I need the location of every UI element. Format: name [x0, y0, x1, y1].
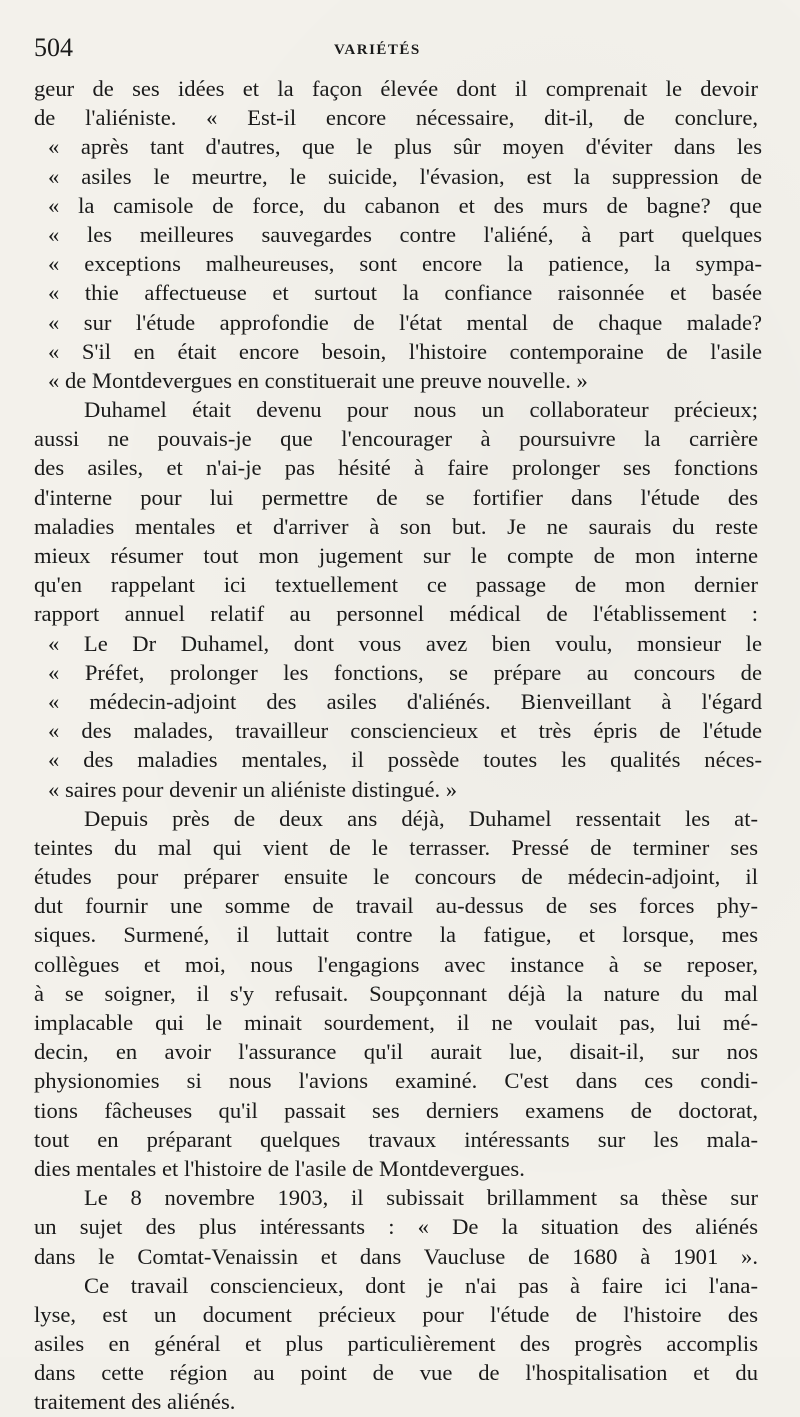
text-line: aussi ne pouvais-je que l'encourager à poursuivre la carrière: [34, 426, 758, 452]
text-line: dans le Comtat-Venaissin et dans Vaucluse de 1680 à 1901 ».: [34, 1243, 758, 1269]
text-line: « les meilleures sauvegardes contre l'aliéné, à part quelques: [48, 221, 762, 247]
text-line: « des maladies mentales, il possède toutes les qualités néces-: [48, 747, 762, 773]
text-line: « médecin-adjoint des asiles d'aliénés. Bienveillant à l'égard: [48, 688, 762, 714]
body-text: [34, 74, 762, 1417]
text-line: « la camisole de force, du cabanon et des murs de bagne? que: [48, 192, 762, 218]
text-line: traitement des aliénés.: [34, 1389, 236, 1415]
text-line: « après tant d'autres, que le plus sûr moyen d'éviter dans les: [48, 134, 762, 160]
text-line: collègues et moi, nous l'engagions avec instance à se reposer,: [34, 951, 758, 977]
text-line: mieux résumer tout mon jugement sur le compte de mon interne: [34, 543, 758, 568]
paragraph-start-line: Le 8 novembre 1903, il subissait brillamment sa thèse sur: [84, 1185, 758, 1211]
text-line: asiles en général et plus particulièrement des progrès accomplis: [34, 1331, 758, 1357]
text-line: « Le Dr Duhamel, dont vous avez bien voulu, monsieur le: [48, 630, 762, 656]
text-line: decin, en avoir l'assurance qu'il aurait lue, disait-il, sur nos: [34, 1039, 758, 1065]
text-line: dans cette région au point de vue de l'hospitalisation et du: [34, 1360, 758, 1386]
text-line: tout en préparant quelques travaux intéressants sur les mala-: [34, 1126, 758, 1152]
text-line: « sur l'étude approfondie de l'état mental de chaque malade?: [48, 309, 762, 335]
text-line: qu'en rappelant ici textuellement ce passage de mon dernier: [34, 572, 758, 598]
page-number: 504: [34, 33, 73, 62]
text-line: d'interne pour lui permettre de se fortifier dans l'étude des: [34, 484, 758, 510]
page-header: [34, 30, 734, 66]
text-line: dut fournir une somme de travail au-dessus de ses forces phy-: [34, 893, 758, 919]
running-title: VARIÉTÉS: [334, 42, 421, 58]
paragraph-start-line: Duhamel était devenu pour nous un collaborateur précieux;: [84, 397, 758, 423]
text-line: teintes du mal qui vient de le terrasser. Pressé de terminer ses: [34, 834, 758, 860]
text-line: des asiles, et n'ai-je pas hésité à faire prolonger ses fonctions: [34, 455, 758, 481]
text-line: « Préfet, prolonger les fonctions, se prépare au concours de: [48, 659, 762, 685]
text-line: « thie affectueuse et surtout la confiance raisonnée et basée: [48, 280, 762, 306]
text-line: « des malades, travailleur consciencieux et très épris de l'étude: [48, 718, 762, 744]
text-line: « saires pour devenir un aliéniste distingué. »: [48, 776, 458, 802]
text-line: études pour préparer ensuite le concours de médecin-adjoint, il: [34, 864, 758, 890]
text-line: « asiles le meurtre, le suicide, l'évasion, est la suppression de: [48, 163, 762, 189]
text-line: « de Montdevergues en constituerait une preuve nouvelle. »: [48, 367, 588, 393]
text-line: lyse, est un document précieux pour l'étude de l'histoire des: [34, 1301, 758, 1327]
text-line: physionomies si nous l'avions examiné. C'est dans ces condi-: [34, 1068, 758, 1094]
text-line: à se soigner, il s'y refusait. Soupçonnant déjà la nature du mal: [34, 980, 758, 1006]
paragraph-start-line: Ce travail consciencieux, dont je n'ai pas à faire ici l'ana-: [84, 1272, 758, 1298]
paragraph-start-line: Depuis près de deux ans déjà, Duhamel ressentait les at-: [84, 805, 758, 831]
text-line: rapport annuel relatif au personnel médical de l'établissement :: [34, 601, 758, 627]
text-line: geur de ses idées et la façon élevée dont il comprenait le devoir: [34, 76, 758, 101]
text-line: un sujet des plus intéressants : « De la situation des aliénés: [34, 1214, 758, 1240]
text-line: « S'il en était encore besoin, l'histoire contemporaine de l'asile: [48, 338, 762, 364]
text-line: « exceptions malheureuses, sont encore la patience, la sympa-: [48, 251, 762, 277]
text-line: dies mentales et l'histoire de l'asile de Montdevergues.: [34, 1155, 525, 1181]
text-line: de l'aliéniste. « Est-il encore nécessaire, dit-il, de conclure,: [34, 105, 758, 131]
text-line: implacable qui le minait sourdement, il ne voulait pas, lui mé-: [34, 1010, 758, 1035]
text-line: tions fâcheuses qu'il passait ses derniers examens de doctorat,: [34, 1097, 758, 1123]
text-line: siques. Surmené, il luttait contre la fatigue, et lorsque, mes: [34, 922, 758, 948]
text-line: maladies mentales et d'arriver à son but. Je ne saurais du reste: [34, 513, 758, 539]
